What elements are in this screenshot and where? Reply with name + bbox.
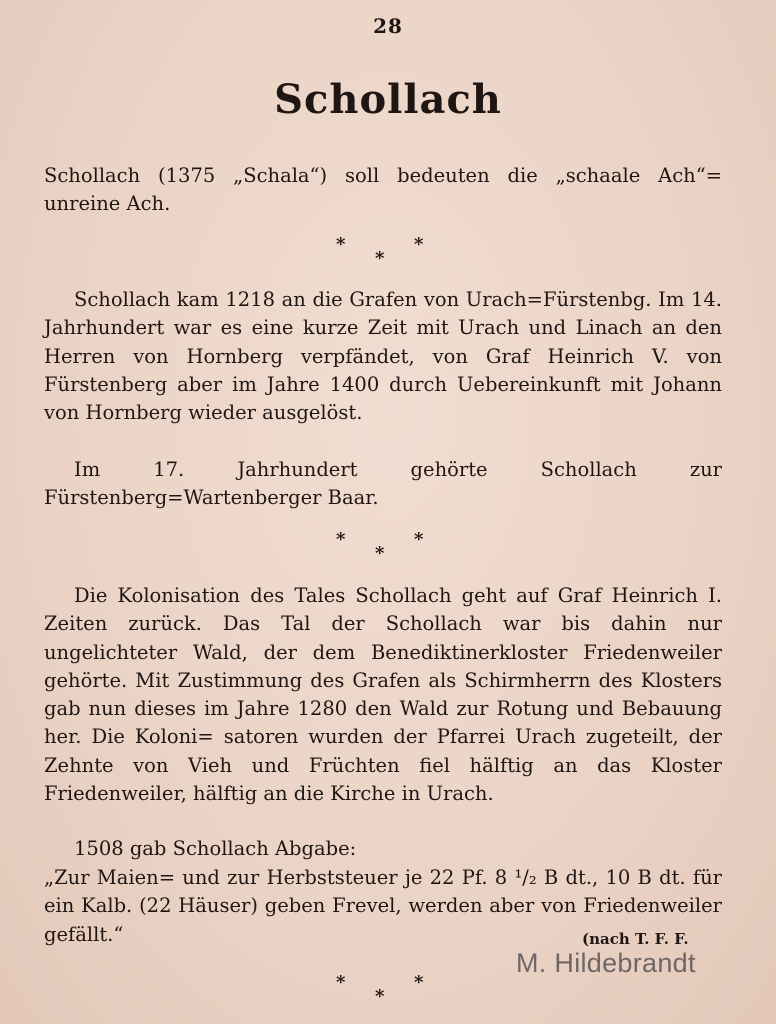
divider-star: *: [336, 234, 346, 255]
divider-star: *: [375, 986, 385, 1007]
page-number: 28: [373, 14, 403, 38]
section-divider-1: [0, 236, 776, 272]
colonisation-paragraph: Die Kolonisation des Tales Schollach geht auf Graf Heinrich I. Zeiten zurück. Das Tal der Schollach war bis dahin nur ungelichteter Wald, der dem Benediktinerkloster Friedenweiler gehörte. Mit Zustimmung des Grafen als Schirmherrn des Klosters gab nun dieses im Jahre 1280 den Wald zur Rotung und Bebauung her. Die Koloni= satoren wurden der Pfarrei Urach zugeteilt, der Zehnte von Vieh und Früchten fiel hälftig an das Kloster Friedenweiler, hälftig an die Kirche in Urach.: [44, 584, 722, 806]
history-paragraph-1: Schollach kam 1218 an die Grafen von Urach=Fürstenbg. Im 14. Jahrhundert war es eine kurze Zeit mit Urach und Linach an den Herren von Hornberg verpfändet, von Graf Heinrich V. von Fürstenberg aber im Jahre 1400 durch Uebereinkunft mit Johann von Hornberg wieder ausgelöst.: [44, 288, 722, 425]
divider-star: *: [414, 234, 424, 255]
levy-quote: „Zur Maien= und zur Herbststeuer je 22 Pf. 8 ¹/₂ B dt., 10 B dt. für ein Kalb. (22 Häuser) geben Frevel, werden aber von Friedenweiler gefällt.“: [44, 866, 722, 946]
divider-star: *: [336, 529, 346, 550]
intro-paragraph: Schollach (1375 „Schala“) soll bedeuten die „schaale Ach“= unreine Ach.: [44, 164, 722, 216]
section-divider-3: [0, 974, 776, 1010]
divider-star: *: [375, 543, 385, 564]
divider-star: *: [414, 972, 424, 993]
source-note: (nach T. F. F.: [582, 930, 689, 948]
divider-star: *: [414, 529, 424, 550]
levy-paragraph: 1508 gab Schollach Abgabe:: [74, 837, 357, 860]
section-divider-2: [0, 531, 776, 567]
history-paragraph-2: Im 17. Jahrhundert gehörte Schollach zur Fürstenberg=Wartenberger Baar.: [44, 458, 722, 510]
divider-star: *: [375, 248, 385, 269]
watermark: M. Hildebrandt: [516, 948, 696, 978]
page-title: Schollach: [274, 76, 502, 123]
divider-star: *: [336, 972, 346, 993]
